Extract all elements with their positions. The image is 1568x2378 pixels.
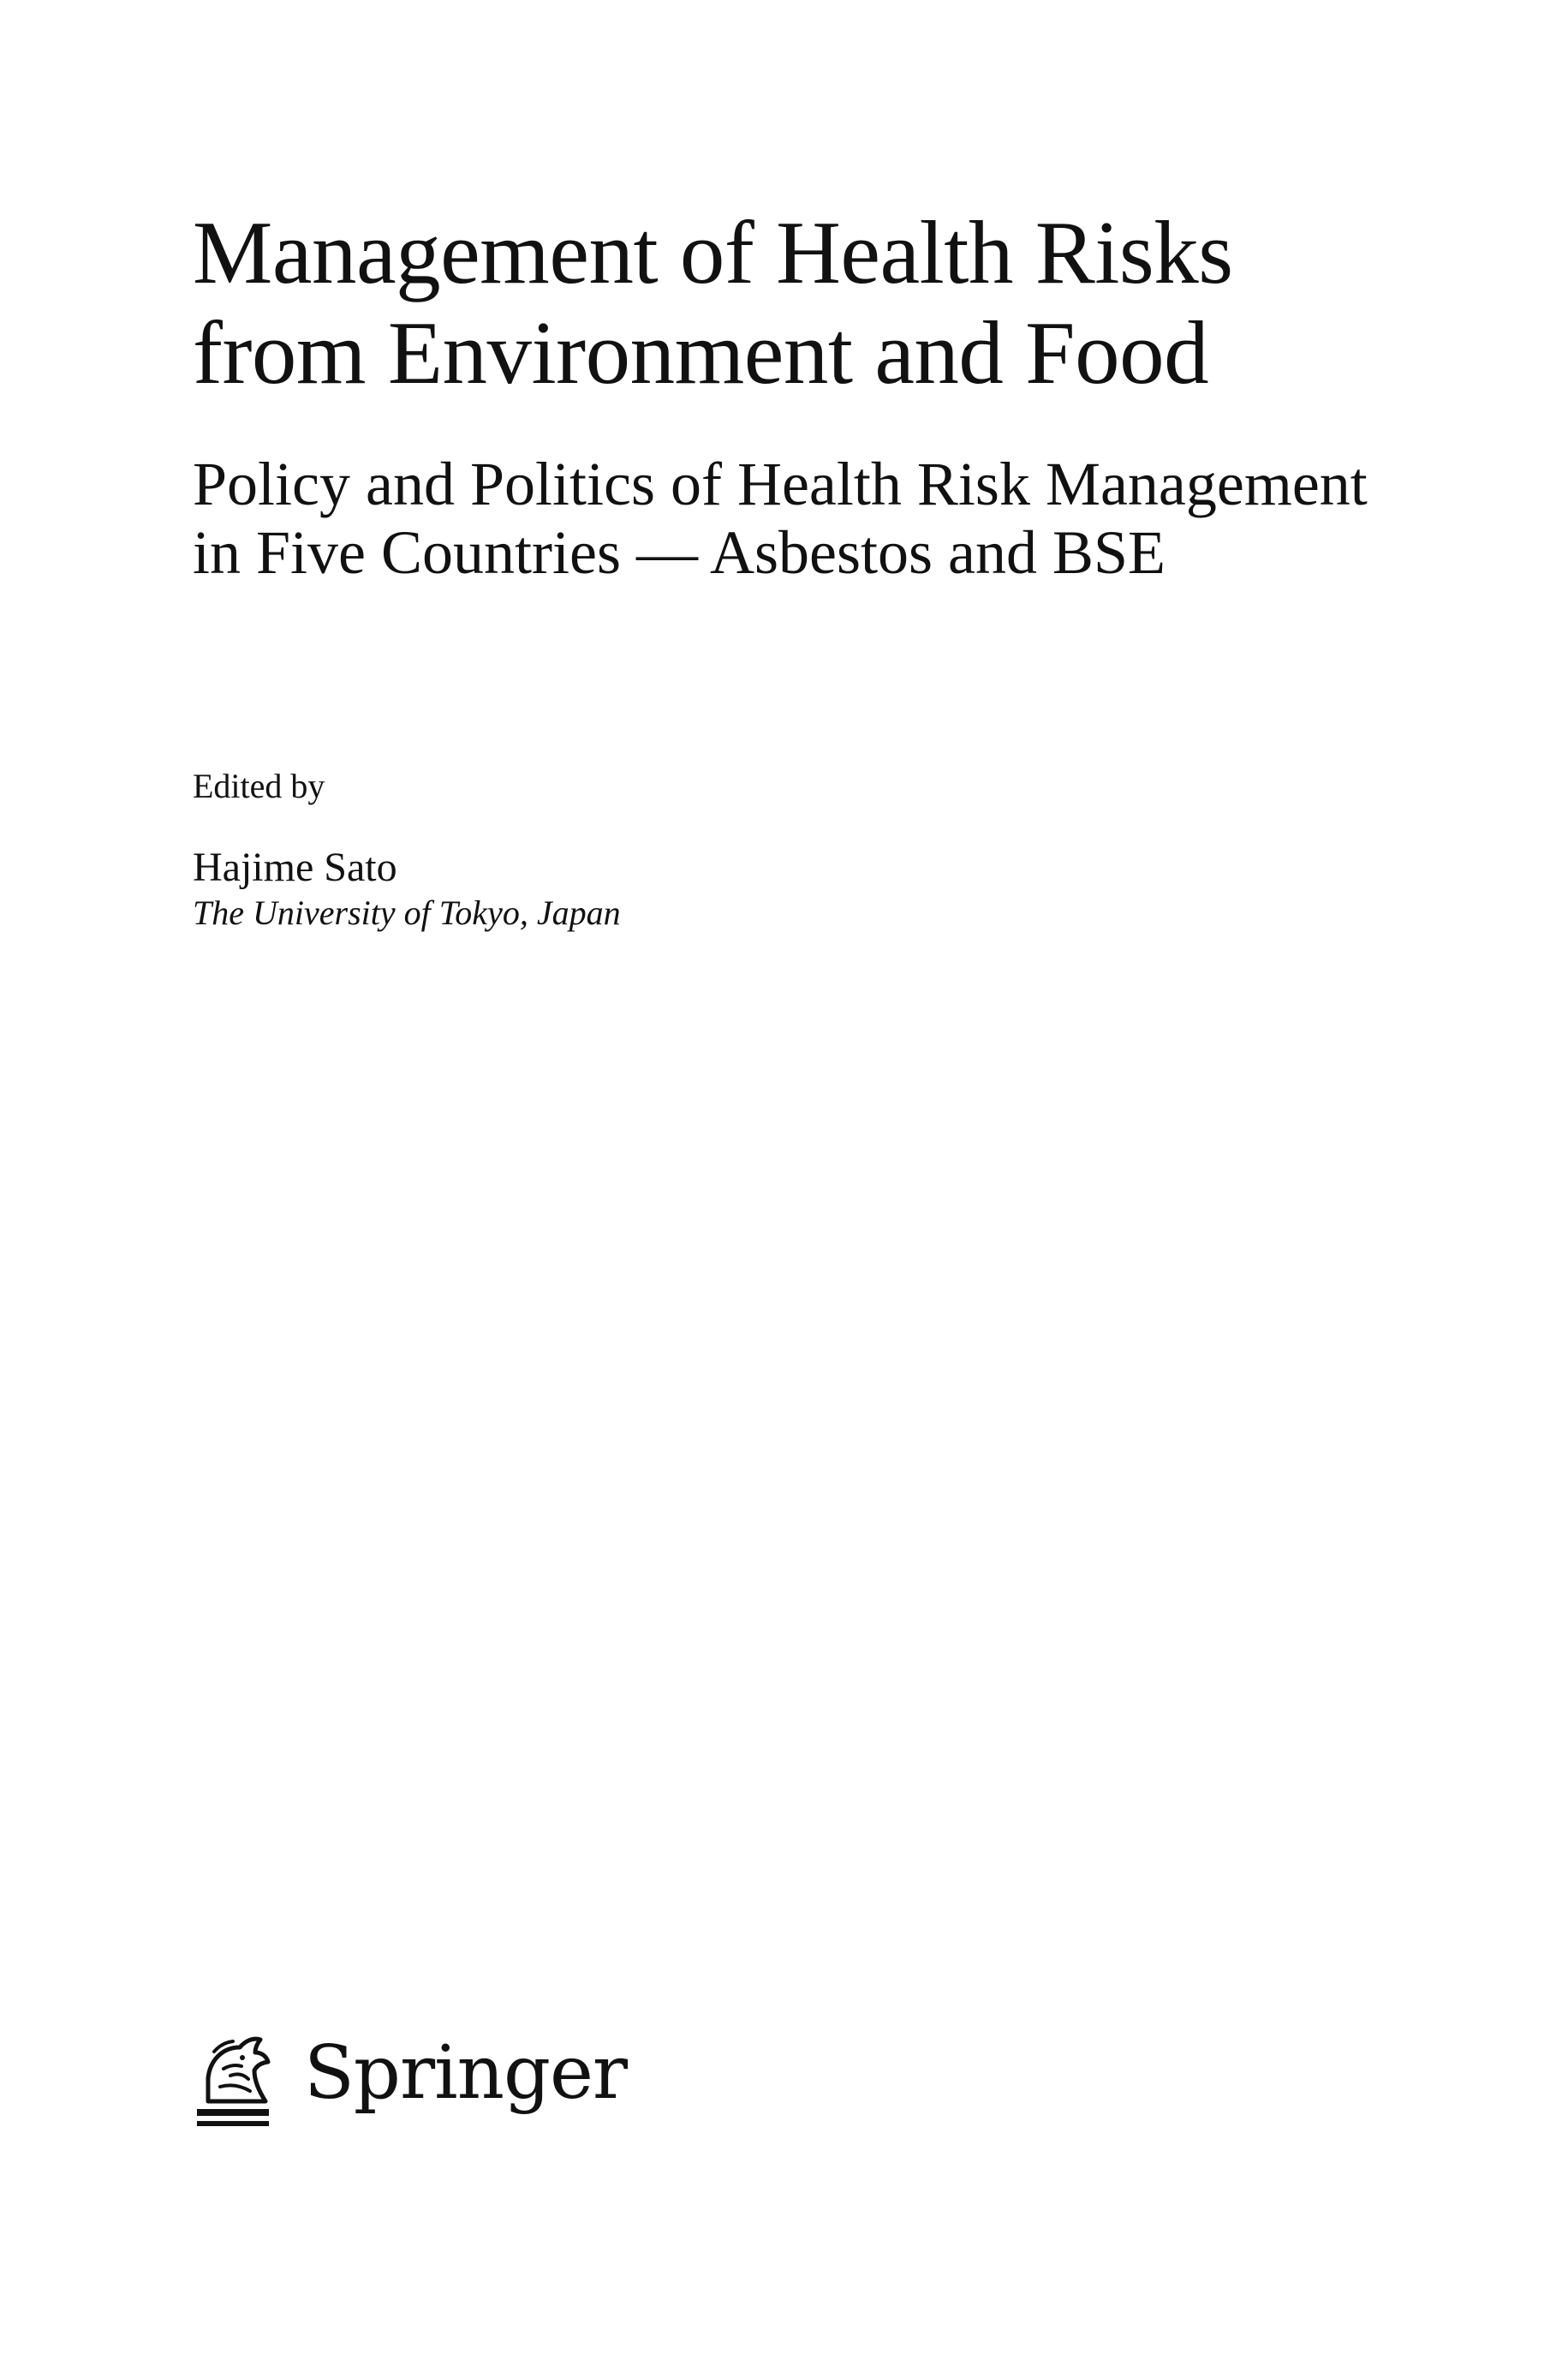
book-subtitle-line-1: Policy and Politics of Health Risk Management — [193, 450, 1368, 518]
editor-name: Hajime Sato — [193, 845, 397, 890]
book-subtitle-line-2: in Five Countries — Asbestos and BSE — [193, 518, 1166, 587]
book-title-line-2: from Environment and Food — [193, 302, 1209, 403]
book-title — [193, 202, 1233, 403]
edited-by-label: Edited by — [193, 767, 325, 805]
springer-horse-icon — [193, 2032, 273, 2128]
book-subtitle — [193, 450, 1368, 587]
publisher-mark — [193, 2030, 628, 2133]
book-title-line-1: Management of Health Risks — [193, 202, 1233, 302]
publisher-name: Springer — [304, 2030, 628, 2116]
editor-affiliation: The University of Tokyo, Japan — [193, 893, 621, 932]
